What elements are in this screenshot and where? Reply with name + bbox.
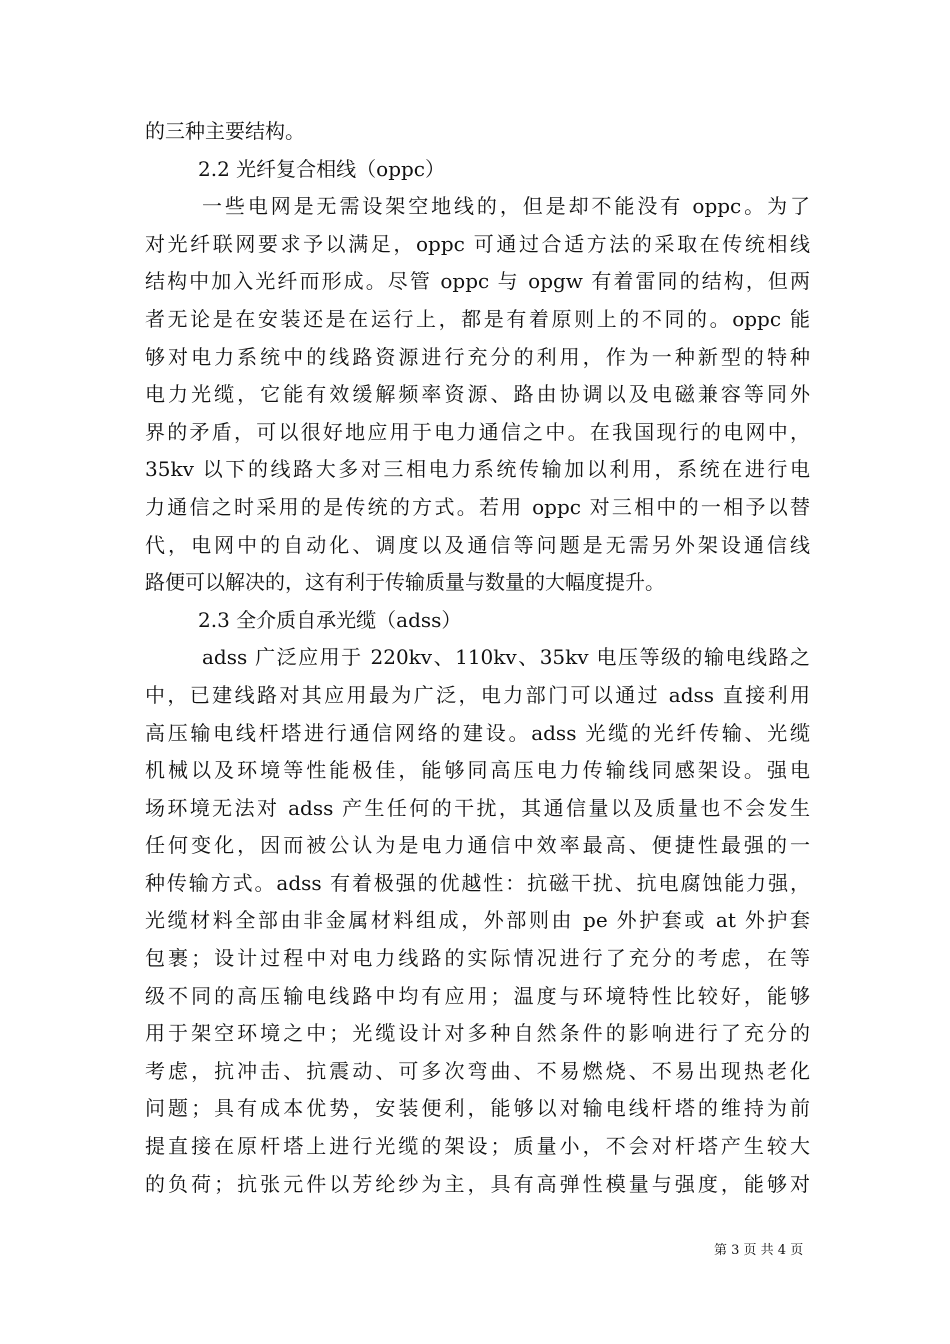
text-line: 对光纤联网要求予以满足，oppc 可通过合适方法的采取在传统相线: [145, 231, 810, 256]
text-line: 的三种主要结构。: [145, 119, 305, 143]
text-line: 光缆材料全部由非金属材料组成，外部则由 pe 外护套或 at 外护套: [145, 908, 810, 933]
text-line: 35kv 以下的线路大多对三相电力系统传输加以利用，系统在进行电: [145, 457, 810, 482]
body-text: [145, 113, 810, 1203]
text-line: 一些电网是无需设架空地线的，但是却不能没有 oppc。为了: [202, 194, 810, 219]
text-line: 用于架空环境之中；光缆设计对多种自然条件的影响进行了充分的: [145, 1021, 810, 1046]
text-line: 的负荷；抗张元件以芳纶纱为主，具有高弹性模量与强度，能够对: [145, 1171, 810, 1196]
section-heading-2-2: 2.2 光纤复合相线（oppc）: [198, 156, 446, 181]
text-line: 种传输方式。adss 有着极强的优越性：抗磁干扰、抗电腐蚀能力强，: [145, 870, 810, 895]
text-line: 包裹；设计过程中对电力线路的实际情况进行了充分的考虑，在等: [145, 946, 810, 971]
section-heading-2-3: 2.3 全介质自承光缆（adss）: [198, 607, 462, 632]
text-line: 考虑，抗冲击、抗震动、可多次弯曲、不易燃烧、不易出现热老化: [145, 1058, 810, 1083]
text-line: 电力光缆，它能有效缓解频率资源、路由协调以及电磁兼容等同外: [145, 382, 810, 407]
text-line: 场环境无法对 adss 产生任何的干扰，其通信量以及质量也不会发生: [145, 795, 810, 820]
text-line: 结构中加入光纤而形成。尽管 oppc 与 opgw 有着雷同的结构，但两: [145, 269, 810, 294]
text-line: 界的矛盾，可以很好地应用于电力通信之中。在我国现行的电网中，: [145, 419, 810, 444]
page-number-footer: 第 3 页 共 4 页: [714, 1243, 804, 1258]
text-line: adss 广泛应用于 220kv、110kv、35kv 电压等级的输电线路之: [202, 645, 810, 670]
text-line: 够对电力系统中的线路资源进行充分的利用，作为一种新型的特种: [145, 344, 810, 369]
text-line: 力通信之时采用的是传统的方式。若用 oppc 对三相中的一相予以替: [145, 494, 810, 519]
text-line: 路便可以解决的，这有利于传输质量与数量的大幅度提升。: [145, 570, 665, 595]
text-line: 提直接在原杆塔上进行光缆的架设；质量小，不会对杆塔产生较大: [145, 1134, 810, 1159]
text-line: 者无论是在安装还是在运行上，都是有着原则上的不同的。oppc 能: [145, 306, 810, 331]
text-line: 任何变化，因而被公认为是电力通信中效率最高、便捷性最强的一: [145, 833, 810, 858]
text-line: 问题；具有成本优势，安装便利，能够以对输电线杆塔的维持为前: [145, 1096, 810, 1121]
text-line: 代，电网中的自动化、调度以及通信等问题是无需另外架设通信线: [145, 532, 810, 557]
text-line: 中，已建线路对其应用最为广泛，电力部门可以通过 adss 直接利用: [145, 682, 810, 707]
text-line: 高压输电线杆塔进行通信网络的建设。adss 光缆的光纤传输、光缆: [145, 720, 810, 745]
text-line: 机械以及环境等性能极佳，能够同高压电力传输线同感架设。强电: [145, 758, 810, 783]
text-line: 级不同的高压输电线路中均有应用；温度与环境特性比较好，能够: [145, 983, 810, 1008]
